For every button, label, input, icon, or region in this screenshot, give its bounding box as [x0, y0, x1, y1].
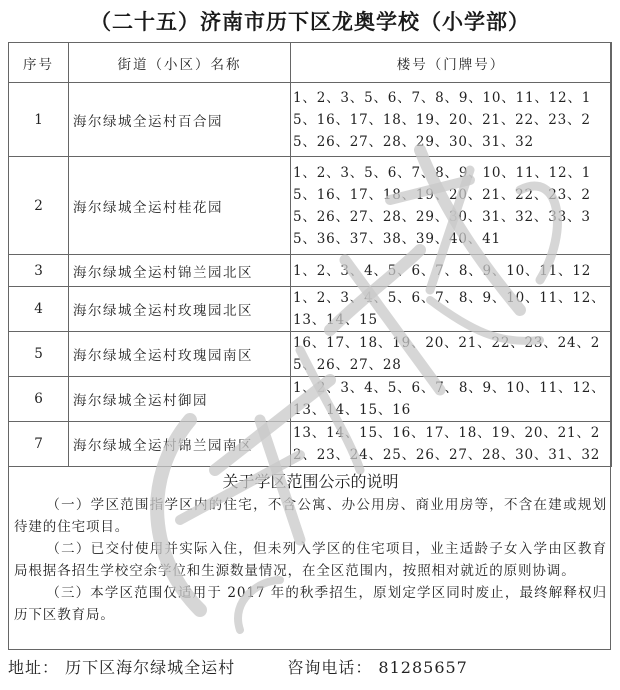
- notes-section: [8, 461, 611, 650]
- phone-label: 咨询电话：: [287, 658, 373, 677]
- header-community-name: 街道（小区）名称: [69, 43, 291, 83]
- table-row: [9, 255, 612, 287]
- row-community-name: 海尔绿城全运村桂花园: [69, 157, 291, 255]
- district-table: [8, 42, 612, 467]
- header-building-numbers: 楼号（门牌号）: [291, 43, 612, 83]
- row-index: 3: [9, 255, 69, 287]
- note-paragraph-3: （三）本学区范围仅适用于 2017 年的秋季招生，原划定学区同时废止，最终解释权归历下区教育局。: [14, 585, 607, 623]
- row-building-numbers: 1、2、3、4、5、6、7、8、9、10、11、12: [291, 255, 612, 287]
- row-community-name: 海尔绿城全运村锦兰园北区: [69, 255, 291, 287]
- row-index: 4: [9, 287, 69, 332]
- note-paragraph-1: （一）学区范围指学区内的住宅，不含公寓、办公用房、商业用房等，不含在建或规划待建的住宅项目。: [14, 497, 607, 535]
- row-index: 6: [9, 377, 69, 422]
- row-index: 1: [9, 83, 69, 157]
- row-building-numbers: 16、17、18、19、20、21、22、23、24、25、26、27、28: [291, 332, 612, 377]
- table-row: [9, 157, 612, 255]
- row-index: 7: [9, 422, 69, 467]
- footer-contact: [8, 655, 468, 678]
- row-building-numbers: 1、2、3、4、5、6、7、8、9、10、11、12、13、14、15: [291, 287, 612, 332]
- page-title: （二十五）济南市历下区龙奥学校（小学部）: [90, 10, 530, 34]
- header-index: 序号: [9, 43, 69, 83]
- row-index: 2: [9, 157, 69, 255]
- table-row: [9, 422, 612, 467]
- table-row: [9, 287, 612, 332]
- table-header-row: [9, 43, 612, 83]
- row-building-numbers: 1、2、3、5、6、7、8、9、10、11、12、15、16、17、18、19、20、21、22、23、25、26、27、28、29、30、31、32、33、35、36、37、38、39、40、41: [291, 157, 612, 255]
- address-label: 地址：: [8, 658, 60, 677]
- row-community-name: 海尔绿城全运村锦兰园南区: [69, 422, 291, 467]
- phone-value: 81285657: [378, 658, 468, 677]
- row-building-numbers: 13、14、15、16、17、18、19、20、21、22、23、24、25、26、27、28、30、31、32: [291, 422, 612, 467]
- row-community-name: 海尔绿城全运村百合园: [69, 83, 291, 157]
- note-paragraph-2: （二）已交付使用并实际入住，但未列入学区的住宅项目，业主适龄子女入学由区教育局根据各招生学校空余学位和生源数量情况，在全区范围内，按照相对就近的原则协调。: [14, 541, 607, 579]
- table-row: [9, 332, 612, 377]
- row-index: 5: [9, 332, 69, 377]
- address-value: 历下区海尔绿城全运村: [65, 658, 236, 677]
- table-row: [9, 377, 612, 422]
- table-row: [9, 83, 612, 157]
- row-building-numbers: 1、2、3、5、6、7、8、9、10、11、12、15、16、17、18、19、20、21、22、23、25、26、27、28、29、30、31、32: [291, 83, 612, 157]
- row-community-name: 海尔绿城全运村玫瑰园南区: [69, 332, 291, 377]
- row-building-numbers: 1、2、3、4、5、6、7、8、9、10、11、12、13、14、15、16: [291, 377, 612, 422]
- row-community-name: 海尔绿城全运村玫瑰园北区: [69, 287, 291, 332]
- notes-title: 关于学区范围公示的说明: [222, 472, 399, 491]
- row-community-name: 海尔绿城全运村御园: [69, 377, 291, 422]
